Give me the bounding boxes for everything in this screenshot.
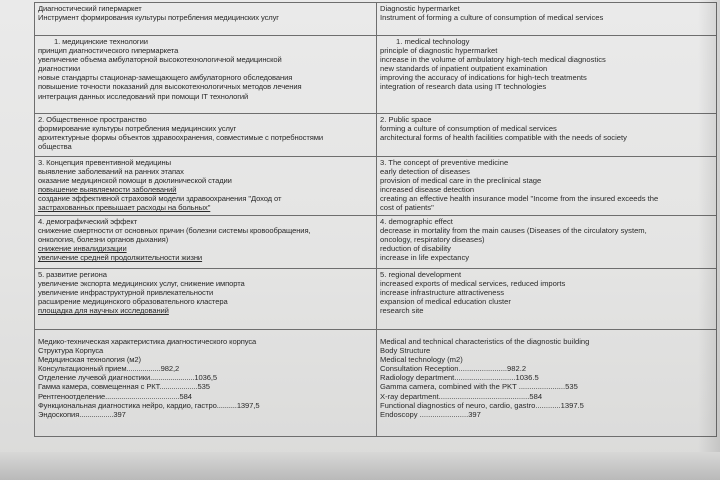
- ru-line: увеличение инфраструктурной привлекательности: [38, 288, 214, 298]
- en-line: decrease in mortality from the main causes (Diseases of the circulatory system,: [380, 226, 647, 236]
- ru-line: архитектурные формы объектов здравоохранения, совместимые с потребностями: [38, 133, 324, 143]
- en-line: 5. regional development: [380, 270, 462, 279]
- ru-line: увеличение средней продолжительности жизни: [38, 253, 203, 263]
- en-line: 4. demographic effect: [380, 217, 453, 226]
- ru-line: новые стандарты стационар-замещающего амбулаторного обследования: [38, 73, 293, 83]
- en-title: Diagnostic hypermarket: [380, 4, 460, 13]
- ru-line: Функциональная диагностика нейро, кардио, гастро..........1397,5: [38, 400, 260, 410]
- en-cell: [377, 36, 717, 114]
- ru-line: снижение смертности от основных причин (болезни системы кровообращения,: [38, 226, 311, 236]
- en-line: expansion of medical education cluster: [380, 297, 511, 307]
- ru-line: Медицинская технология (м2): [38, 355, 141, 365]
- ru-line: онкология, болезни органов дыхания): [38, 235, 169, 245]
- en-line: 3. The concept of preventive medicine: [380, 158, 509, 167]
- ru-line: диагностики: [38, 64, 81, 74]
- ru-line: увеличение объема амбулаторной высокотехнологичной медицинской: [38, 55, 282, 65]
- ru-line: Гамма камера, совмещенная с РКТ...................535: [38, 382, 210, 392]
- en-line: Medical and technical characteristics of the diagnostic building: [380, 337, 590, 346]
- en-line: Functional diagnostics of neuro, cardio, gastro............1397.5: [380, 400, 584, 410]
- page-edge-shadow: [698, 0, 720, 480]
- ru-line: 4. демографический эффект: [38, 217, 138, 226]
- en-line: Radiology department.............................1036.5: [380, 373, 539, 383]
- en-line: integration of research data using IT technologies: [380, 82, 547, 92]
- ru-line: расширение медицинского образовательного кластера: [38, 297, 228, 307]
- table-row-regional-development: [35, 269, 717, 330]
- ru-line: формирование культуры потребления медицинских услуг: [38, 124, 237, 134]
- ru-cell: [35, 114, 377, 157]
- en-line: increase infrastructure attractiveness: [380, 288, 505, 298]
- en-cell: [377, 114, 717, 157]
- en-cell: [377, 3, 717, 36]
- en-line: 1. medical technology: [396, 37, 470, 46]
- en-line: provision of medical care in the preclinical stage: [380, 176, 542, 186]
- en-line: Gamma camera, combined with the PKT ......................535: [380, 382, 578, 392]
- ru-cell: [35, 269, 377, 330]
- en-line: Endoscopy .......................397: [380, 409, 481, 419]
- ru-line: Отделение лучевой диагностики......................1036,5: [38, 373, 217, 383]
- ru-line: повышение выявляемости заболеваний: [38, 185, 177, 195]
- ru-line: интеграция данных исследований при помощи IT технологий: [38, 91, 249, 101]
- ru-line: Эндоскопия.................397: [38, 409, 126, 419]
- ru-line: площадка для научных исследований: [38, 306, 169, 316]
- ru-cell: [35, 330, 377, 437]
- en-line: X-ray department...........................................584: [380, 391, 543, 401]
- en-line: Consultation Reception.......................982.2: [380, 364, 527, 374]
- table-row-building-characteristics: [35, 330, 717, 437]
- ru-cell: [35, 216, 377, 269]
- ru-line: повышение точности показаний для высокотехнологичных методов лечения: [38, 82, 302, 92]
- table-row-public-space: [35, 114, 717, 157]
- ru-line: выявление заболеваний на ранних этапах: [38, 167, 184, 177]
- en-line: Body Structure: [380, 346, 431, 356]
- ru-line: создание эффективной страховой модели здравоохранения "Доход от: [38, 194, 282, 204]
- en-line: Medical technology (m2): [380, 355, 463, 365]
- en-cell: [377, 216, 717, 269]
- ru-subtitle: Инструмент формирования культуры потребления медицинских услуг: [38, 13, 279, 23]
- ru-line: принцип диагностического гипермаркета: [38, 46, 179, 56]
- ru-line: 1. медицинские технологии: [54, 37, 148, 46]
- table-row-preventive-medicine: [35, 157, 717, 216]
- en-line: oncology, respiratory diseases): [380, 235, 485, 245]
- en-cell: [377, 330, 717, 437]
- en-subtitle: Instrument of forming a culture of consumption of medical services: [380, 13, 604, 23]
- en-line: increase in life expectancy: [380, 253, 470, 263]
- en-line: reduction of disability: [380, 244, 451, 254]
- ru-line: Консультационный прием.................982,2: [38, 364, 180, 374]
- ru-cell: [35, 36, 377, 114]
- bottom-shadow: [0, 452, 720, 480]
- ru-line: общества: [38, 142, 72, 152]
- table-row-medical-technology: [35, 36, 717, 114]
- en-line: improving the accuracy of indications for high-tech treatments: [380, 73, 587, 83]
- ru-line: застрахованных превышает расходы на больных": [38, 203, 211, 213]
- en-line: research site: [380, 306, 424, 316]
- ru-line: Медико-техническая характеристика диагностического корпуса: [38, 337, 257, 346]
- en-cell: [377, 269, 717, 330]
- en-line: cost of patients": [380, 203, 434, 213]
- ru-line: увеличение экспорта медицинских услуг, снижение импорта: [38, 279, 245, 289]
- ru-line: снижение инвалидизации: [38, 244, 127, 254]
- en-line: architectural forms of health facilities compatible with the needs of society: [380, 133, 627, 143]
- ru-line: 3. Концепция превентивной медицины: [38, 158, 171, 167]
- en-cell: [377, 157, 717, 216]
- table-row-header: [35, 3, 717, 36]
- en-line: increase in the volume of ambulatory high-tech medical diagnostics: [380, 55, 606, 65]
- en-line: increased disease detection: [380, 185, 475, 195]
- ru-cell: [35, 3, 377, 36]
- en-line: creating an effective health insurance model "Income from the insured exceeds the: [380, 194, 659, 204]
- ru-line: Структура Корпуса: [38, 346, 104, 356]
- ru-title: Диагностический гипермаркет: [38, 4, 142, 13]
- bilingual-table: [34, 2, 717, 437]
- en-line: forming a culture of consumption of medical services: [380, 124, 557, 134]
- en-line: new standards of inpatient outpatient examination: [380, 64, 548, 74]
- en-line: principle of diagnostic hypermarket: [380, 46, 498, 56]
- ru-line: Рентгеноотделение.....................................584: [38, 391, 192, 401]
- en-line: 2. Public space: [380, 115, 432, 124]
- table-row-demographic-effect: [35, 216, 717, 269]
- ru-line: 2. Общественное пространство: [38, 115, 147, 124]
- ru-line: 5. развитие региона: [38, 270, 107, 279]
- en-line: early detection of diseases: [380, 167, 470, 177]
- en-line: increased exports of medical services, reduced imports: [380, 279, 566, 289]
- ru-line: оказание медицинской помощи в доклинической стадии: [38, 176, 232, 186]
- ru-cell: [35, 157, 377, 216]
